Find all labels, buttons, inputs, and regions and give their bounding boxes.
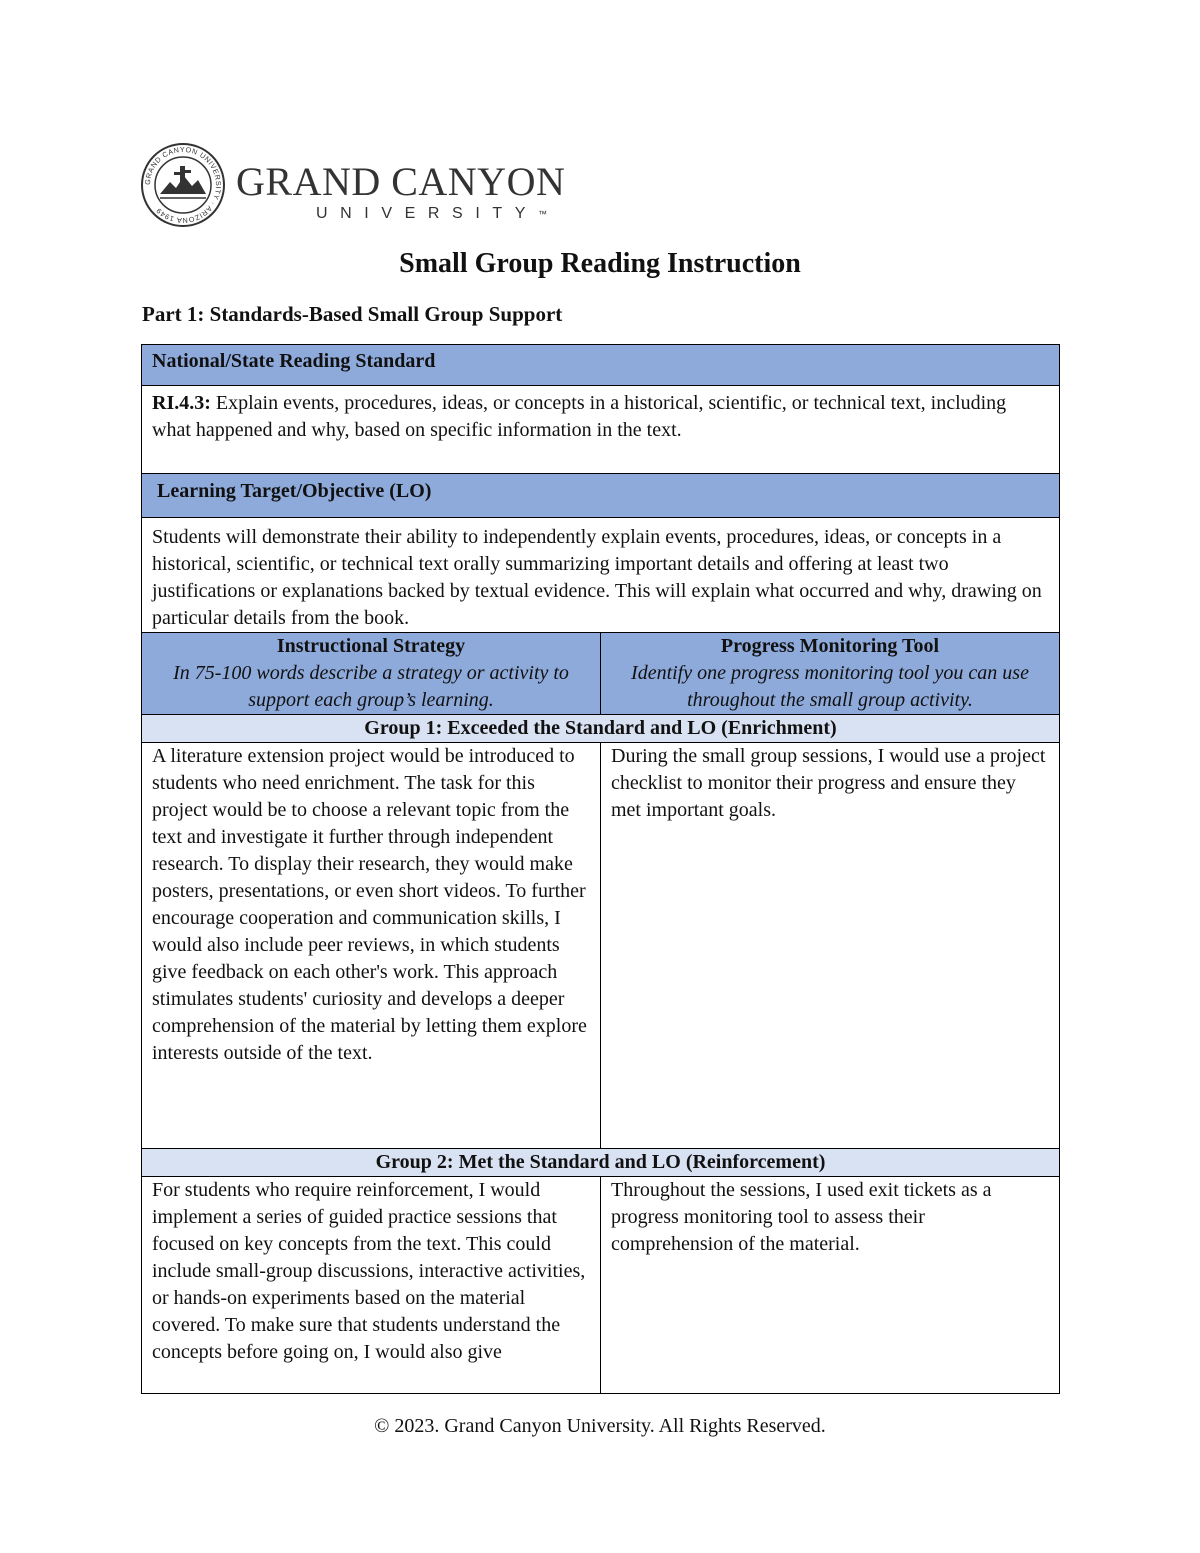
- standard-row: [142, 386, 1060, 474]
- tool-column-header: [601, 633, 1060, 715]
- strategy-header-label: Instructional Strategy: [276, 635, 466, 657]
- svg-text:GRAND CANYON UNIVERSITY · ARIZ: GRAND CANYON UNIVERSITY · ARIZONA 1949: [142, 144, 224, 226]
- group2-header: Group 2: Met the Standard and LO (Reinforcement): [142, 1149, 1060, 1177]
- group1-header-row: [142, 715, 1060, 743]
- part-heading: Part 1: Standards-Based Small Group Support: [142, 302, 563, 326]
- strategy-header-instructions: In 75-100 words describe a strategy or activity to support each group’s learning.: [173, 662, 569, 711]
- wordmark: [236, 159, 566, 222]
- group1-tool: During the small group sessions, I would use a project checklist to monitor their progress and ensure they met important goals.: [601, 743, 1060, 1149]
- university-logo: [140, 142, 566, 232]
- column-header-row: [142, 633, 1060, 715]
- group1-row: [142, 743, 1060, 1149]
- instruction-table: [141, 344, 1060, 1394]
- group2-strategy: For students who require reinforcement, I would implement a series of guided practice sessions that focused on key concepts from the text. This could include small-group discussions, interactive activities, or hands-on experiments based on the material covered. To make sure that students understand the concepts before going on, I would also give: [142, 1177, 601, 1394]
- tool-header-label: Progress Monitoring Tool: [720, 635, 940, 657]
- tool-header-instructions: Identify one progress monitoring tool you can use throughout the small group activity.: [631, 662, 1029, 711]
- lo-header: Learning Target/Objective (LO): [142, 474, 1060, 518]
- standard-code: RI.4.3:: [152, 392, 211, 414]
- copyright-footer: © 2023. Grand Canyon University. All Rights Reserved.: [374, 1415, 826, 1437]
- group2-row: [142, 1177, 1060, 1394]
- page-title: Small Group Reading Instruction: [399, 248, 801, 279]
- standard-header: National/State Reading Standard: [142, 345, 1060, 386]
- group1-strategy: A literature extension project would be introduced to students who need enrichment. The task for this project would be to choose a relevant topic from the text and investigate it further through independent research. To display their research, they would make posters, presentations, or even short videos. To further encourage cooperation and communication skills, I would also include peer reviews, in which students give feedback on each other's work. This approach stimulates students' curiosity and develops a deeper comprehension of the material by letting them explore interests outside of the text.: [142, 743, 601, 1149]
- lo-text: Students will demonstrate their ability to independently explain events, procedures, ideas, or concepts in a historical, scientific, or technical text orally summarizing important details and offering at least two justifications or explanations backed by textual evidence. This will explain what occurred and why, drawing on particular details from the book.: [142, 518, 1060, 633]
- standard-cell: [142, 386, 1060, 474]
- lo-header-row: [142, 474, 1060, 518]
- wordmark-top: GRAND CANYON: [236, 159, 566, 204]
- standard-header-row: [142, 345, 1060, 386]
- group2-header-row: [142, 1149, 1060, 1177]
- lo-row: [142, 518, 1060, 633]
- strategy-column-header: [142, 633, 601, 715]
- standard-text: Explain events, procedures, ideas, or concepts in a historical, scientific, or technical text, including what happened and why, based on specific information in the text.: [152, 392, 1007, 441]
- wordmark-bottom: UNIVERSITY™: [316, 205, 548, 222]
- group1-header: Group 1: Exceeded the Standard and LO (Enrichment): [142, 715, 1060, 743]
- group2-tool: Throughout the sessions, I used exit tickets as a progress monitoring tool to assess their comprehension of the material.: [601, 1177, 1060, 1394]
- university-seal-icon: [140, 142, 226, 228]
